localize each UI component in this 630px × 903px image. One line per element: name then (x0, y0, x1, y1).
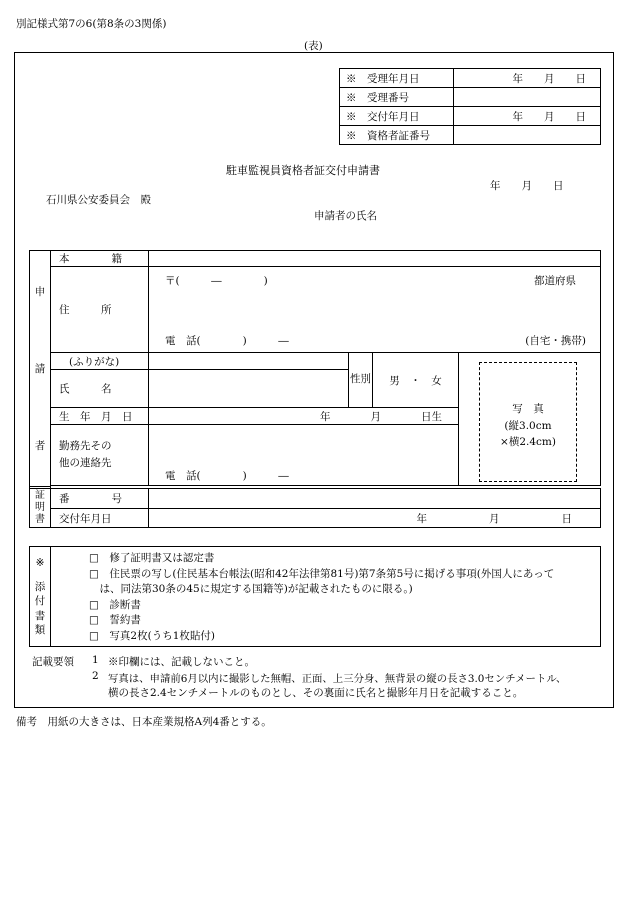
note-2-line-2: 横の長さ2.4センチメートルのものとし、その裏面に氏名と撮影年月日を記載すること。 (108, 687, 524, 699)
prefecture-label: 都道府県 (534, 275, 576, 287)
attachment-item-medical[interactable]: □ 診断書 (89, 598, 141, 611)
photo-size-width: ×横2.4cm) (500, 436, 556, 448)
applicant-name-label: 申請者の氏名 (314, 210, 377, 222)
work-contact-field[interactable] (149, 425, 459, 486)
office-cert-number-label: ※ 資格者証番号 (340, 126, 454, 145)
side-label: (表) (304, 40, 323, 52)
attachments-table (29, 546, 601, 647)
document-title: 駐車監視員資格者証交付申請書 (226, 164, 380, 177)
honseki-label: 本 籍 (51, 251, 149, 267)
addressee: 石川県公安委員会 殿 (46, 194, 151, 206)
office-cert-number-field[interactable] (454, 126, 601, 145)
note-1-number: 1 (92, 654, 99, 666)
attachments-list (51, 547, 601, 647)
photo-box (479, 362, 577, 482)
cert-number-label: 番 号 (51, 489, 149, 509)
furigana-label: (ふりがな) (51, 353, 149, 370)
office-issue-date-label: ※ 交付年月日 (340, 107, 454, 126)
photo-size-height: (縦3.0cm (504, 420, 552, 432)
furigana-field[interactable] (149, 353, 349, 370)
birth-date-label: 生 年 月 日 (51, 408, 149, 425)
office-issue-date-field[interactable]: 年 月 日 (454, 107, 601, 126)
applicant-table (29, 250, 601, 487)
attachment-item-certificate[interactable]: □ 修了証明書又は認定書 (89, 552, 215, 564)
name-label: 氏 名 (51, 370, 149, 408)
application-date: 年 月 日 (490, 180, 564, 192)
work-phone-field[interactable]: 電 話( ) ― (165, 470, 289, 482)
sex-label: 性別 (349, 353, 373, 408)
office-receipt-date-label: ※ 受理年月日 (340, 69, 454, 88)
note-2-line-1: 写真は、申請前6月以内に撮影した無帽、正面、上三分身、無背景の縦の長さ3.0センチメートル、 (108, 673, 567, 685)
attachment-item-pledge[interactable]: □ 誓約書 (89, 614, 141, 626)
form-reference: 別記様式第7の6(第8条の3関係) (16, 18, 167, 30)
certificate-group-label: 証 明 書 (30, 489, 51, 528)
home-mobile-label: (自宅・携帯) (525, 335, 586, 347)
attachment-item-resident-record-cont: は、同法第30条の45に規定する国籍等)が記載されたものに限る。) (89, 583, 413, 595)
attachments-group-label: ※ 添 付 書 類 (30, 547, 51, 647)
office-receipt-number-field[interactable] (454, 88, 601, 107)
phone-field[interactable]: 電 話( ) ― (165, 335, 289, 347)
footer-note: 備考 用紙の大きさは、日本産業規格A列4番とする。 (16, 716, 272, 728)
cert-issue-date-label: 交付年月日 (51, 509, 149, 528)
note-1: ※印欄には、記載しないこと。 (108, 656, 255, 668)
office-receipt-date-field[interactable]: 年 月 日 (454, 69, 601, 88)
postal-code-field[interactable]: 〒( ― ) (165, 275, 268, 287)
name-field[interactable] (149, 370, 349, 408)
certificate-table (29, 488, 601, 528)
office-receipt-number-label: ※ 受理番号 (340, 88, 454, 107)
cert-number-field[interactable] (149, 489, 601, 509)
honseki-field[interactable] (149, 251, 601, 267)
photo-title: 写 真 (512, 403, 544, 415)
sex-field[interactable]: 男 ・ 女 (373, 353, 459, 408)
attachment-item-resident-record[interactable]: □ 住民票の写し(住民基本台帳法(昭和42年法律第81号)第7条第5号に掲げる事項(外国人にあって (89, 567, 555, 580)
attachment-item-photos[interactable]: □ 写真2枚(うち1枚貼付) (89, 629, 215, 642)
work-contact-label: 勤務先その 他の連絡先 (51, 425, 149, 486)
cert-issue-date-field[interactable]: 年 月 日 (149, 509, 601, 528)
birth-date-field[interactable]: 年 月 日生 (149, 408, 459, 425)
applicant-group-label: 申 請 者 (30, 251, 51, 487)
office-use-table (339, 68, 601, 145)
note-2-number: 2 (92, 670, 99, 682)
photo-cell (459, 353, 601, 486)
address-label: 住 所 (51, 267, 149, 353)
address-field[interactable] (149, 267, 601, 353)
notes-heading: 記載要領 (32, 656, 74, 668)
